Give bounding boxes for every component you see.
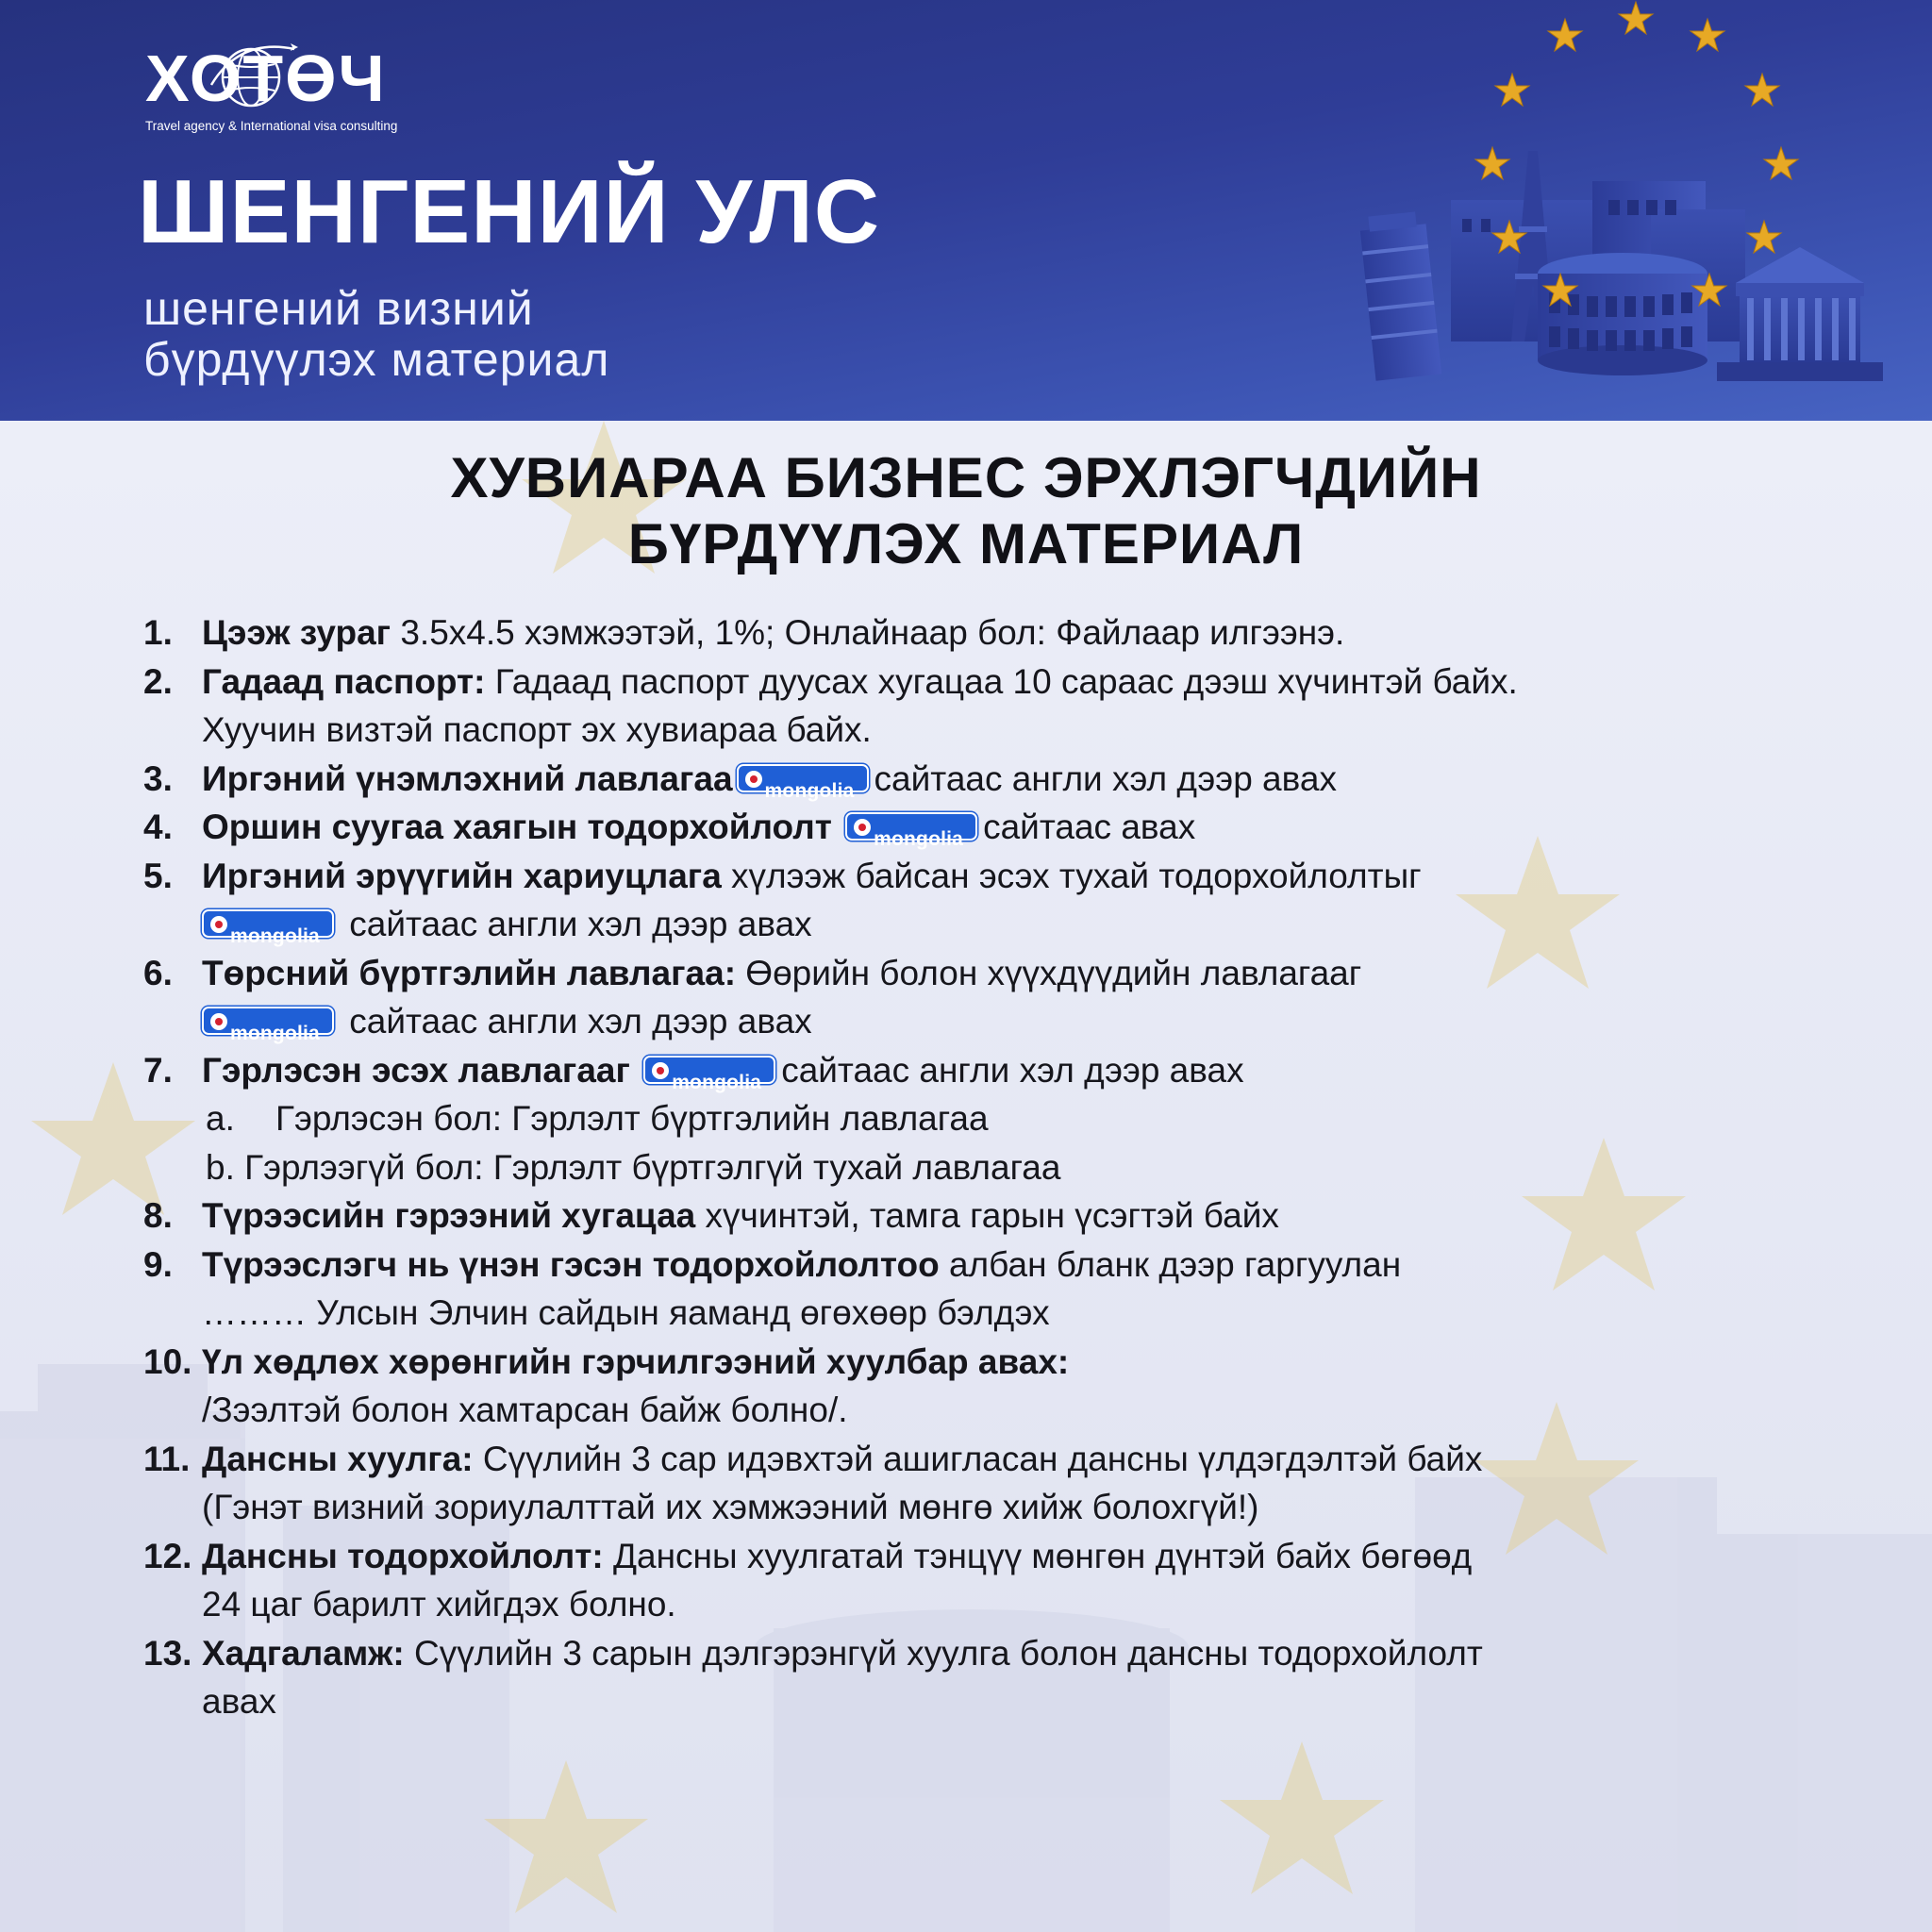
item-number: 1. [143,613,173,652]
item-text-line2: mongolia сайтаас англи хэл дээр авах [202,997,1841,1046]
list-item [143,1241,1841,1338]
item-number: 4. [143,808,173,846]
list-item [143,949,1841,1046]
e-mongolia-badge[interactable]: mongolia [845,812,977,841]
item-number: 2. [143,661,173,701]
requirements-list [143,608,1841,1726]
item-number: 7. [143,1050,173,1090]
sub-item-b: b. Гэрлээгүй бол: Гэрлэлт бүртгэлгүй тухай лавлагаа [206,1147,1061,1187]
item-number: 8. [143,1196,173,1235]
e-mongolia-badge[interactable]: mongolia [202,909,334,938]
item-text: Өөрийн болон хүүхдүүдийн лавлагааг [736,953,1362,992]
item-number: 3. [143,758,173,798]
header-banner [0,0,1932,421]
item-text-line2: mongolia сайтаас англи хэл дээр авах [202,900,1841,949]
item-number: 13. [143,1633,192,1673]
company-logo[interactable] [145,28,409,134]
list-item [143,1338,1841,1435]
document-title-line2: БҮРДҮҮЛЭХ МАТЕРИАЛ [627,512,1305,576]
list-item [143,1046,1841,1192]
sub-item-a: a. Гэрлэсэн бол: Гэрлэлт бүртгэлийн лавлагаа [206,1099,989,1138]
list-item [143,755,1841,804]
e-mongolia-logo-icon [745,771,762,788]
header-subtitle-line1: шенгений визний [143,282,534,335]
item-text: албан бланк дээр гаргуулан [939,1244,1402,1284]
logo-tagline: Travel agency & International visa consulting [145,119,398,133]
list-item [143,1191,1841,1241]
e-mongolia-badge[interactable]: mongolia [643,1056,775,1084]
header-title: ШЕНГЕНИЙ УЛС [138,161,881,262]
item-text: Гадаад паспорт дуусах хугацаа 10 сараас дээш хүчинтэй байх. [485,661,1518,701]
item-number: 10. [143,1341,192,1381]
item-text-line2: ……… Улсын Элчин сайдын яаманд өгөхөөр бэлдэх [202,1293,1050,1332]
list-item [143,658,1841,755]
e-mongolia-logo-icon [854,819,871,836]
item-heading: Дансны хуулга: [202,1439,474,1478]
list-item [143,1532,1841,1629]
item-text: сайтаас англи хэл дээр авах [874,758,1337,798]
item-text: хүчинтэй, тамга гарын үсэгтэй байх [695,1196,1279,1235]
item-heading: Иргэний үнэмлэхний лавлагаа [202,758,733,798]
item-number: 5. [143,856,173,895]
item-number: 12. [143,1536,192,1575]
item-text: сайтаас авах [983,808,1196,846]
item-number: 6. [143,953,173,992]
list-item [143,1435,1841,1532]
item-heading: Түрээсийн гэрээний хугацаа [202,1196,696,1235]
e-mongolia-badge[interactable]: mongolia [202,1007,334,1035]
item-heading: Үл хөдлөх хөрөнгийн гэрчилгээний хуулбар авах: [202,1341,1070,1381]
item-heading: Хадгаламж: [202,1633,405,1673]
europe-skyline-illustration [1340,0,1932,421]
item-text-line2: Хуучин визтэй паспорт эх хувиараа байх. [202,710,872,749]
item-text-line2: (Гэнэт визний зориулалттай их хэмжээний мөнгө хийж болохгүй!) [202,1488,1259,1526]
item-text: хүлээж байсан эсэх тухай тодорхойлолтыг [721,856,1422,895]
item-heading: Дансны тодорхойлолт: [202,1536,604,1575]
item-heading: Гадаад паспорт: [202,661,486,701]
item-text: 3.5x4.5 хэмжээтэй, 1%; Онлайнаар бол: Файлаар илгээнэ. [391,613,1345,652]
list-item [143,608,1841,658]
item-heading: Цээж зураг [202,613,391,652]
document-title-line1: ХУВИАРАА БИЗНЕС ЭРХЛЭГЧДИЙН [450,446,1482,509]
item-heading: Төрсний бүртгэлийн лавлагаа: [202,953,737,992]
e-mongolia-logo-icon [210,916,227,933]
e-mongolia-logo-icon [652,1062,669,1079]
list-item [143,803,1841,852]
item-heading: Оршин суугаа хаягын тодорхойлолт [202,808,832,846]
item-heading: Түрээслэгч нь үнэн гэсэн тодорхойлолтоо [202,1244,940,1284]
item-text-line2: авах [202,1682,276,1721]
e-mongolia-badge[interactable]: mongolia [737,764,869,792]
item-heading: Гэрлэсэн эсэх лавлагааг [202,1050,630,1090]
header-subtitle-line2: бүрдүүлэх материал [143,333,610,386]
document-title [0,445,1932,577]
item-text: Сүүлийн 3 сар идэвхтэй ашигласан дансны үлдэгдэлтэй байх [473,1439,1483,1478]
item-number: 11. [143,1439,191,1478]
list-item [143,852,1841,949]
header-subtitle [143,283,609,385]
item-text: Дансны хуулгатай тэнцүү мөнгөн дүнтэй байх бөгөөд [603,1536,1473,1575]
item-text: сайтаас англи хэл дээр авах [781,1050,1244,1090]
star-icon [1619,2,1653,34]
e-mongolia-logo-icon [210,1013,227,1030]
item-text-line2: 24 цаг барилт хийгдэх болно. [202,1585,676,1624]
logo-wordmark: ХОТӨЧ [145,42,387,115]
item-heading: Иргэний эрүүгийн хариуцлага [202,856,722,895]
item-text: Сүүлийн 3 сарын дэлгэрэнгүй хуулга болон дансны тодорхойлолт [404,1633,1483,1673]
item-number: 9. [143,1244,173,1284]
list-item [143,1629,1841,1726]
item-text-line2: /Зээлтэй болон хамтарсан байж болно/. [202,1391,848,1429]
